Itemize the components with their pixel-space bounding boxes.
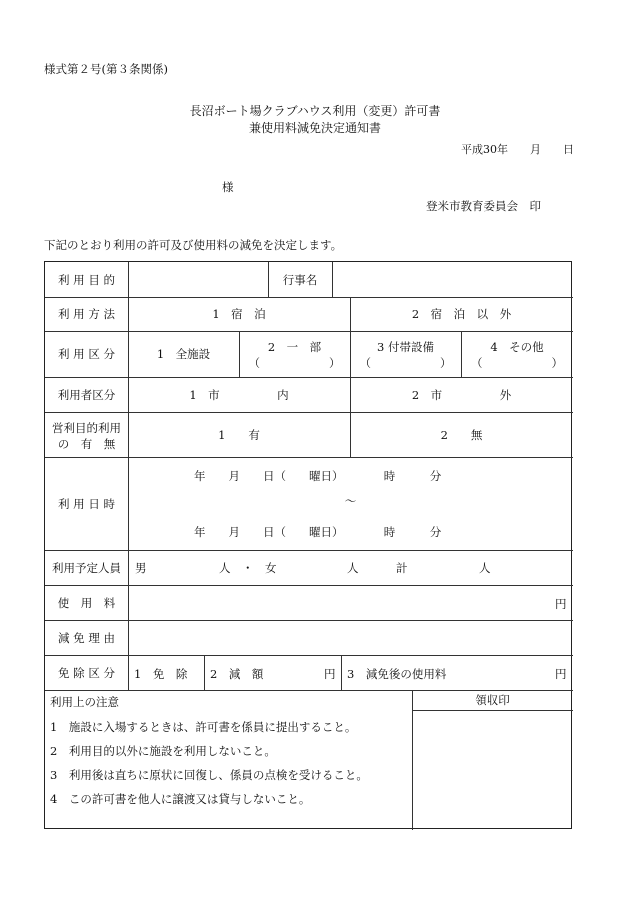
method-label: 利 用 方 法 (58, 307, 115, 321)
intro-text: 下記のとおり利用の許可及び使用料の減免を決定します。 (44, 238, 343, 252)
people-female-unit: 人 (347, 561, 359, 575)
note-item: 4 この許可書を他人に譲渡又は貸与しないこと。 (50, 792, 311, 806)
category-option-all: 1 全施設 (156, 347, 211, 361)
note-item: 2 利用目的以外に施設を利用しないこと。 (50, 744, 276, 758)
purpose-label: 利 用 目 的 (58, 272, 115, 287)
people-male: 男 (135, 561, 147, 575)
issuer-name: 登米市教育委員会 印 (426, 199, 541, 213)
category-option-other: 4 その他 (490, 340, 544, 354)
category-option-attached-blank: （ ） (359, 356, 452, 370)
datetime-from: 年 月 日（ 曜日） 時 分 (194, 469, 442, 483)
profit-label-line2: の 有 無 (57, 437, 116, 451)
method-option-non-overnight: 2 宿 泊 以 外 (411, 307, 512, 321)
document-subtitle: 兼使用料減免決定通知書 (248, 121, 381, 135)
people-male-unit: 人 ・ 女 (219, 561, 277, 575)
issue-date: 平成30年 月 日 (461, 143, 574, 156)
fee-unit: 円 (555, 597, 567, 611)
note-item: 3 利用後は直ちに原状に回復し、係員の点検を受けること。 (50, 768, 368, 782)
category-option-partial-blank: （ ） (248, 356, 341, 370)
datetime-label: 利 用 日 時 (58, 496, 115, 511)
user-type-option-in-city: 1 市 内 (189, 387, 289, 402)
profit-option-no: 2 無 (440, 427, 483, 442)
exemption-option-reduce: 2 減 額 (210, 667, 264, 681)
receipt-stamp-label: 領収印 (475, 693, 510, 707)
reduction-reason-label: 減 免 理 由 (58, 630, 115, 645)
category-option-attached: 3 付帯設備 (377, 340, 434, 354)
category-label: 利 用 区 分 (58, 347, 115, 361)
notes-title: 利用上の注意 (50, 695, 119, 709)
addressee-honorific: 様 (222, 180, 234, 194)
form-number: 様式第２号(第３条関係) (44, 62, 168, 76)
profit-label-line1: 営利目的利用 (52, 421, 121, 435)
exemption-reduce-unit: 円 (324, 667, 336, 681)
people-label: 利用予定人員 (52, 560, 121, 575)
permit-form-table (44, 261, 572, 829)
people-total-unit: 人 (479, 561, 491, 575)
exemption-option-full: 1 免 除 (134, 667, 188, 681)
exemption-label: 免 除 区 分 (58, 665, 115, 680)
exemption-after-unit: 円 (555, 667, 567, 681)
document-title: 長沼ボート場クラブハウス利用（変更）許可書 (189, 104, 441, 118)
user-type-label: 利用者区分 (57, 387, 116, 402)
people-total: 計 (396, 561, 408, 575)
event-name-label: 行事名 (282, 272, 318, 287)
datetime-to: 年 月 日（ 曜日） 時 分 (194, 525, 442, 539)
profit-option-yes: 1 有 (218, 427, 260, 442)
category-option-partial: 2 一 部 (267, 340, 322, 354)
datetime-tilde: ～ (344, 494, 357, 508)
method-option-overnight: 1 宿 泊 (212, 307, 266, 321)
note-item: 1 施設に入場するときは、許可書を係員に提出すること。 (50, 720, 357, 734)
fee-label: 使 用 料 (57, 595, 116, 610)
category-option-other-blank: （ ） (471, 356, 563, 370)
exemption-option-after: 3 減免後の使用料 (347, 667, 447, 681)
user-type-option-out-city: 2 市 外 (411, 387, 512, 402)
